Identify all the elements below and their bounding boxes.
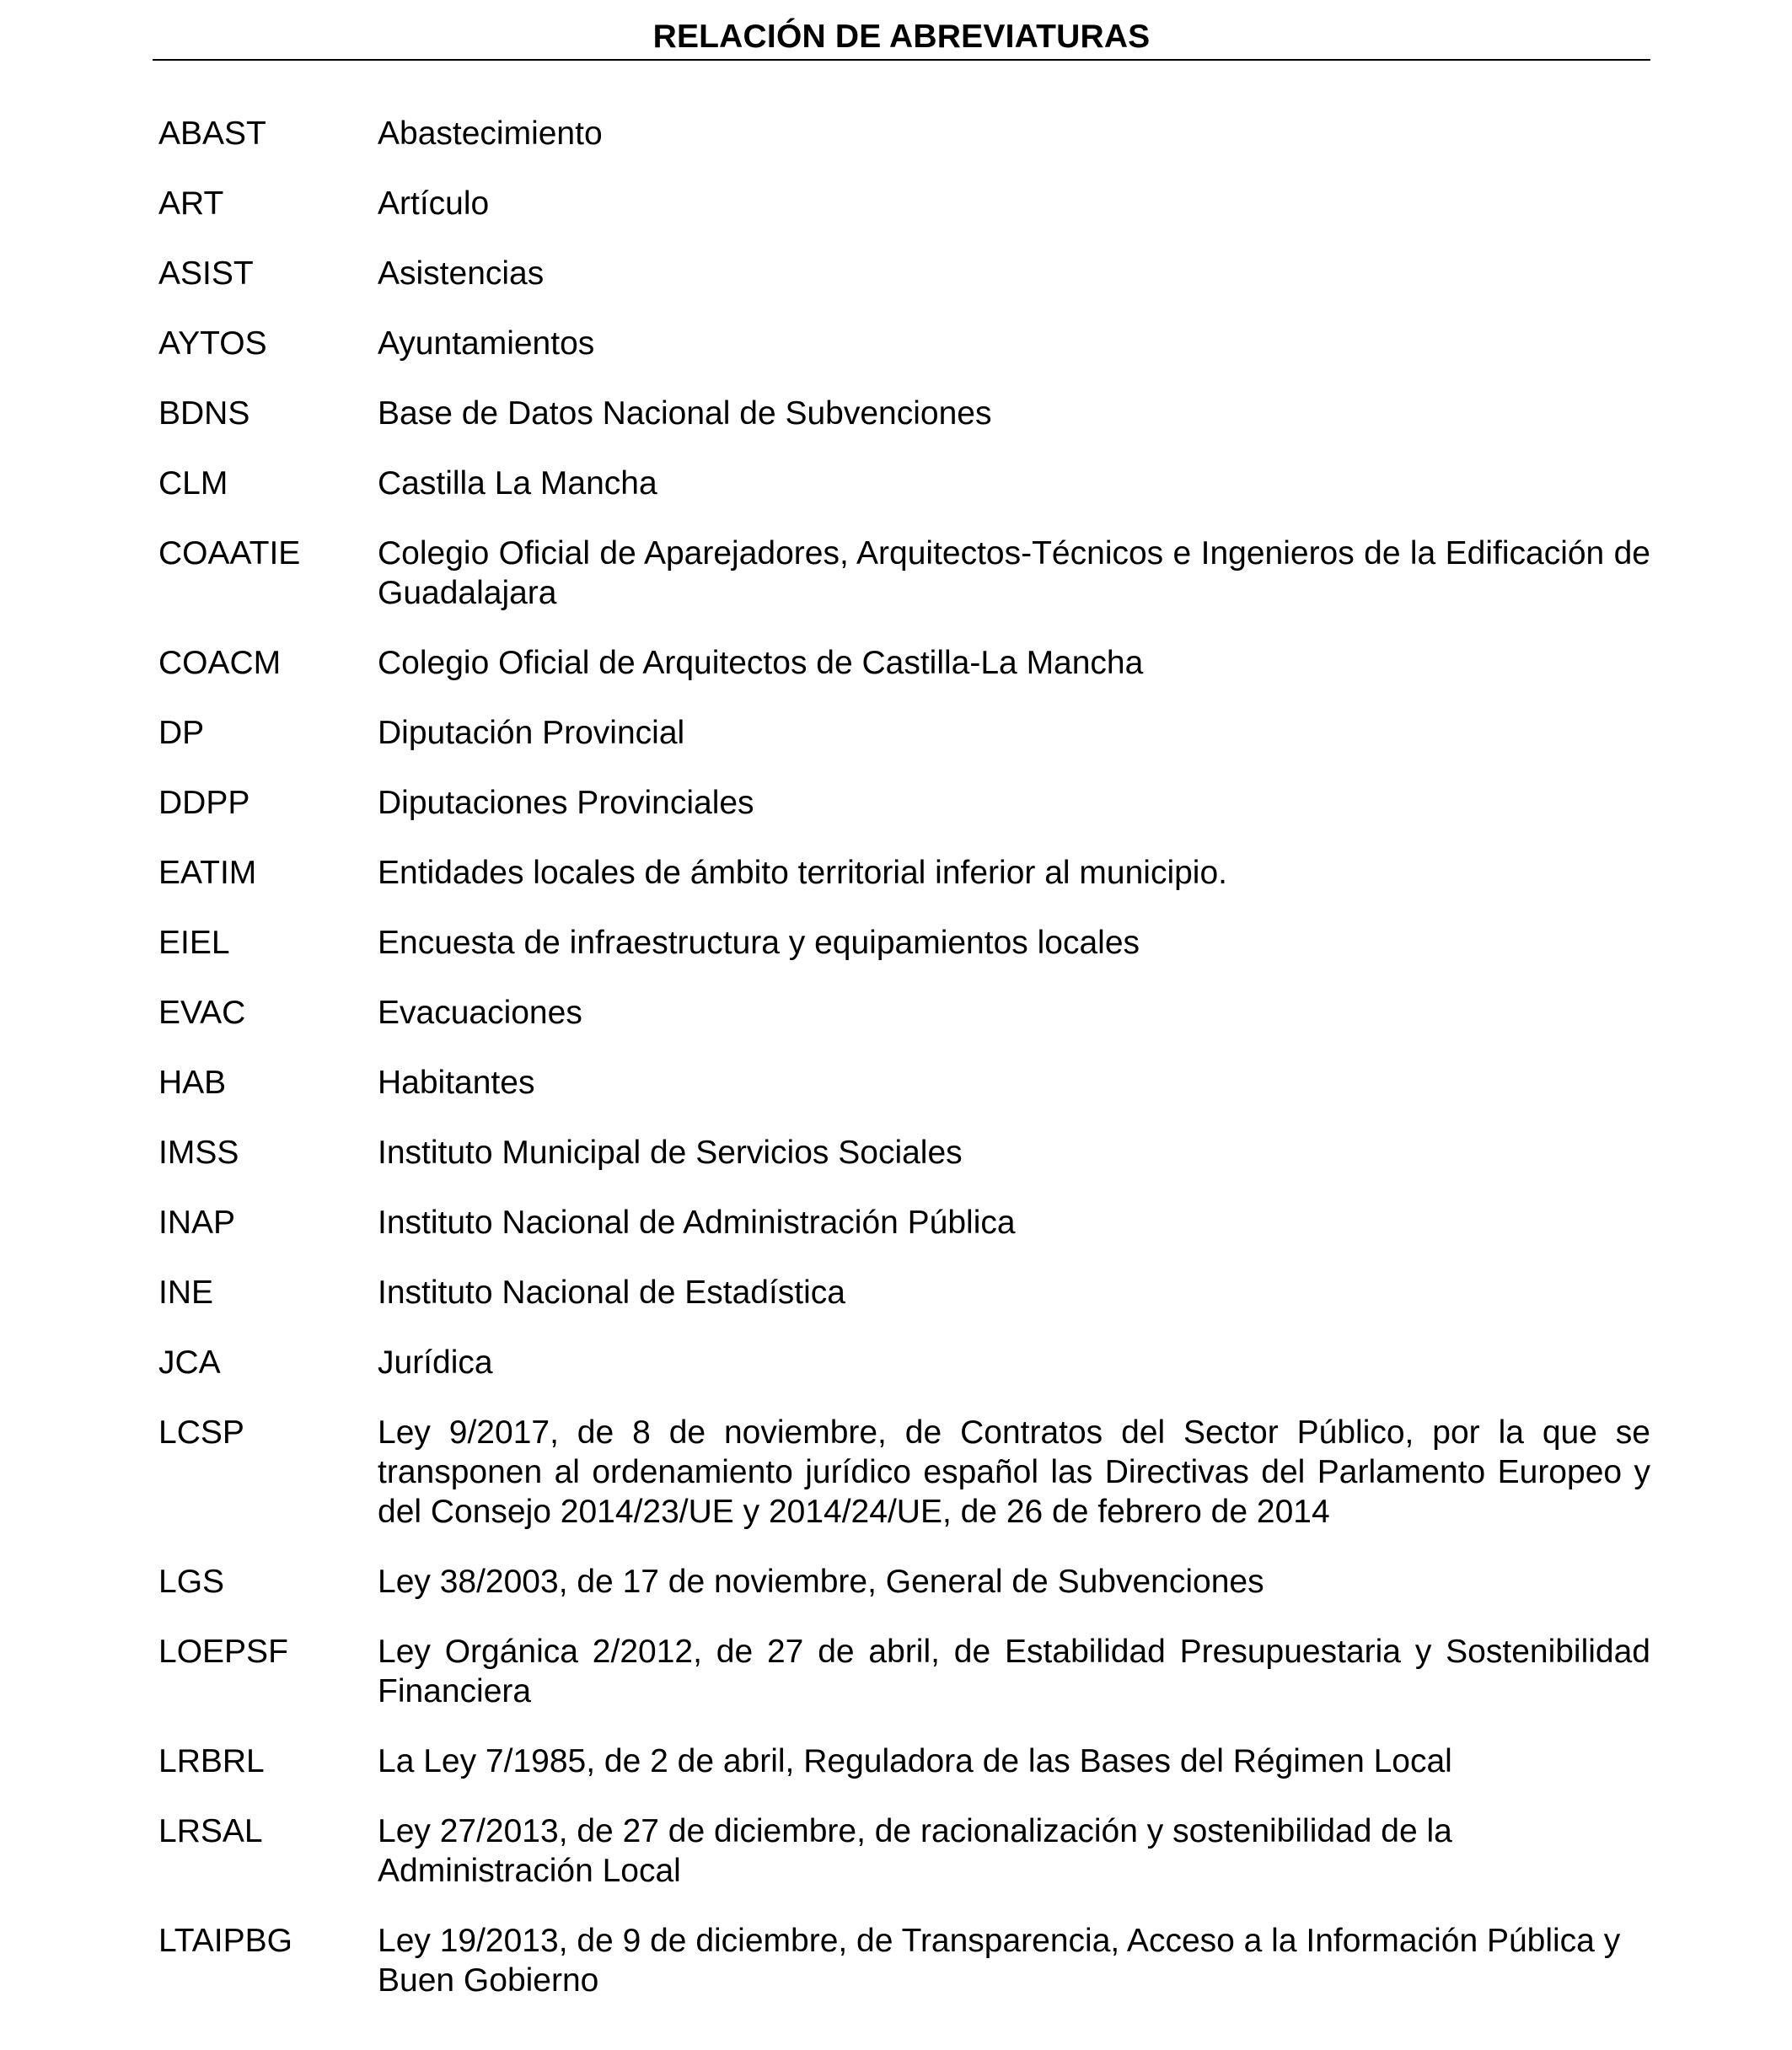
definition: Asistencias [378, 255, 545, 292]
list-item [158, 1741, 1650, 1781]
definition: Artículo [378, 185, 490, 222]
abbreviation: BDNS [158, 395, 250, 432]
definition: Instituto Municipal de Servicios Sociales [378, 1135, 963, 1171]
abbreviation: CLM [158, 465, 228, 502]
list-item [158, 1273, 1650, 1312]
definition: Diputación Provincial [378, 715, 685, 751]
abbreviation: LOEPSF [158, 1634, 288, 1670]
definition: Diputaciones Provinciales [378, 785, 754, 821]
abbreviation: ART [158, 185, 224, 222]
list-item [158, 1921, 1650, 2000]
list-item [158, 534, 1650, 613]
list-item [158, 783, 1650, 823]
abbreviation: INE [158, 1275, 214, 1311]
list-item [158, 993, 1650, 1033]
abbreviation: AYTOS [158, 325, 267, 362]
abbreviation: ABAST [158, 115, 266, 152]
abbreviation: DDPP [158, 785, 250, 821]
list-item [158, 643, 1650, 683]
list-item [158, 464, 1650, 503]
list-item [158, 1562, 1650, 1602]
abbreviation: LCSP [158, 1414, 244, 1451]
list-item [158, 923, 1650, 963]
list-item [158, 713, 1650, 753]
abbreviation: INAP [158, 1205, 236, 1241]
definition: Castilla La Mancha [378, 465, 657, 502]
list-item [158, 324, 1650, 363]
definition: Base de Datos Nacional de Subvenciones [378, 395, 992, 432]
abbreviation: DP [158, 715, 205, 751]
abbreviation: LRSAL [158, 1813, 263, 1849]
definition: Entidades locales de ámbito territorial inferior al municipio. [378, 855, 1227, 891]
list-item [158, 1343, 1650, 1382]
definition: Ley 38/2003, de 17 de noviembre, General de Subvenciones [378, 1564, 1264, 1600]
list-item [158, 394, 1650, 433]
list-item [158, 114, 1650, 153]
abbreviation: EVAC [158, 995, 246, 1031]
abbreviation: JCA [158, 1344, 221, 1381]
definition: Ley Orgánica 2/2012, de 27 de abril, de Estabilidad Presupuestaria y Sostenibilidad Financiera [378, 1634, 1650, 1709]
abbreviation: COAATIE [158, 535, 301, 572]
abbreviation: HAB [158, 1065, 227, 1101]
list-item [158, 184, 1650, 223]
abbreviation: COACM [158, 645, 282, 681]
abbreviation: LRBRL [158, 1743, 265, 1779]
list-item [158, 1203, 1650, 1242]
list-item [158, 1413, 1650, 1532]
definition: Ayuntamientos [378, 325, 595, 362]
abbreviation: LTAIPBG [158, 1923, 292, 1959]
list-item [158, 1133, 1650, 1173]
list-item [158, 1063, 1650, 1103]
abbreviation-list [158, 114, 1650, 2031]
definition: Evacuaciones [378, 995, 582, 1031]
definition: La Ley 7/1985, de 2 de abril, Reguladora de las Bases del Régimen Local [378, 1743, 1452, 1779]
page-title: RELACIÓN DE ABREVIATURAS [153, 0, 1650, 61]
definition: Instituto Nacional de Estadística [378, 1275, 845, 1311]
abbreviation: EIEL [158, 925, 230, 961]
definition: Jurídica [378, 1344, 493, 1381]
definition: Encuesta de infraestructura y equipamientos locales [378, 925, 1140, 961]
definition: Instituto Nacional de Administración Pública [378, 1205, 1016, 1241]
abbreviation: ASIST [158, 255, 254, 292]
list-item [158, 853, 1650, 893]
list-item [158, 1632, 1650, 1711]
list-item [158, 1811, 1650, 1891]
definition: Colegio Oficial de Aparejadores, Arquitectos-Técnicos e Ingenieros de la Edificación de Guadalajara [378, 535, 1650, 611]
definition: Habitantes [378, 1065, 535, 1101]
list-item [158, 254, 1650, 293]
definition: Ley 27/2013, de 27 de diciembre, de racionalización y sostenibilidad de la Administración Local [378, 1813, 1452, 1889]
abbreviation: IMSS [158, 1135, 239, 1171]
abbreviation: LGS [158, 1564, 225, 1600]
definition: Ley 9/2017, de 8 de noviembre, de Contratos del Sector Público, por la que se transponen al ordenamiento jurídico español las Directivas del Parlamento Europeo y del Consejo 2014/23/UE y 2014/24/UE, de 26 de febrero de 2014 [378, 1414, 1650, 1530]
definition: Colegio Oficial de Arquitectos de Castilla-La Mancha [378, 645, 1144, 681]
document-page [153, 0, 1650, 1999]
definition: Abastecimiento [378, 115, 603, 152]
abbreviation: EATIM [158, 855, 257, 891]
definition: Ley 19/2013, de 9 de diciembre, de Transparencia, Acceso a la Información Pública y Buen Gobierno [378, 1923, 1621, 1999]
